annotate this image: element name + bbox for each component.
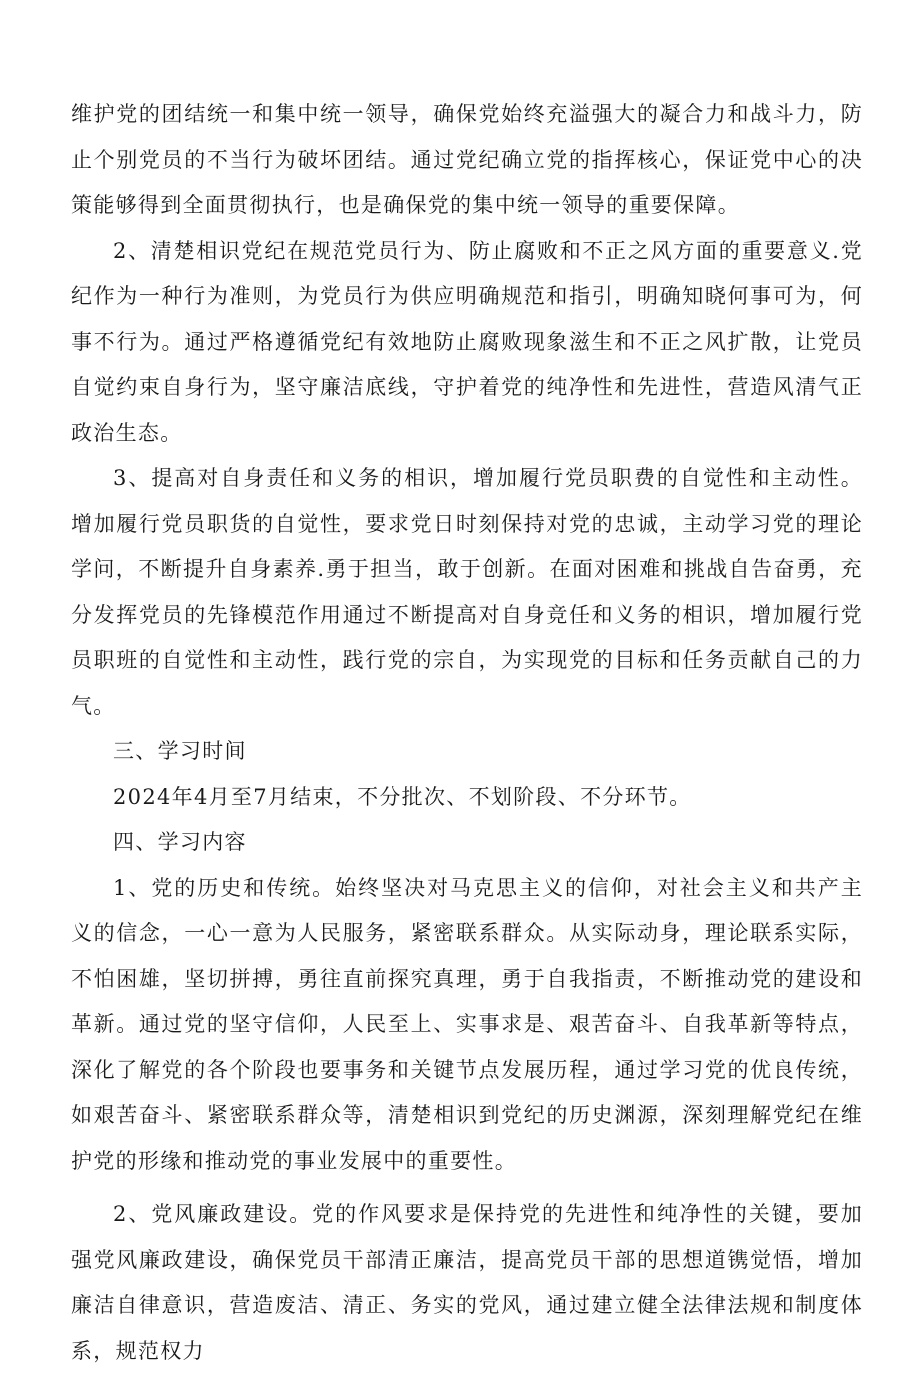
paragraph-item-3: 3、提高对自身责任和义务的相识，增加履行党员职费的自觉性和主动性。增加履行党员职货的自觉性，要求党日时刻保持对党的忠诚，主动学习党的理论学问，不断提升自身素养.勇于担当，敢于创新。在面对困难和挑战自告奋勇，充分发挥党员的先锋模范作用通过不断提高对自身竞任和义务的相识，增加履行党员职班的自觉性和主动性，践行党的宗自，为实现党的目标和任务贡献自己的力气。 xyxy=(71,466,863,718)
study-time-text: 2024年4月至7月结束，不分批次、不划阶段、不分环节。 xyxy=(113,784,692,809)
section-heading-study-time: 三、学习时间 xyxy=(113,739,247,763)
document-body xyxy=(71,92,863,1374)
paragraph-continuation: 维护党的团结统一和集中统一领导，确保党始终充溢强大的凝合力和战斗力，防止个别党员的不当行为破坏团结。通过党纪确立党的指挥核心，保证党中心的决策能够得到全面贯彻执行，也是确保党的集中统一领导的重要保障。 xyxy=(71,102,863,217)
content-item-2: 2、党风廉政建设。党的作风要求是保持党的先进性和纯净性的关键，要加强党风廉政建设，确保党员干部清正廉洁，提高党员干部的思想道镌觉悟，增加廉洁自律意识，营造废洁、清正、务实的党风，通过建立健全法律法规和制度体系，规范权力 xyxy=(71,1202,863,1363)
content-item-1: 1、党的历史和传统。始终坚决对马克思主义的信仰，对社会主义和共产主义的信念，一心一意为人民服务，紧密联系群众。从实际动身，理论联系实际，不怕困雄，坚切拼搏，勇往直前探究真理，勇于自我指责，不断推动党的建设和革新。通过党的坚守信仰，人民至上、实事求是、艰苦奋斗、自我革新等特点，深化了解党的各个阶段也要事务和关键节点发展历程，通过学习党的优良传统，如艰苦奋斗、紧密联系群众等，清楚相识到党纪的历史渊源，深刻理解党纪在维护党的形缘和推动党的事业发展中的重要性。 xyxy=(71,875,863,1173)
section-heading-study-content: 四、学习内容 xyxy=(113,830,247,854)
paragraph-item-2: 2、清楚相识党纪在规范党员行为、防止腐败和不正之风方面的重要意义.党纪作为一种行为准则，为党员行为供应明确规范和指引，明确知晓何事可为，何事不行为。通过严格遵循党纪有效地防止腐败现象滋生和不正之风扩散，让党员自觉约束自身行为，坚守廉洁底线，守护着党的纯净性和先进性，营造风清气正政治生态。 xyxy=(71,238,863,445)
